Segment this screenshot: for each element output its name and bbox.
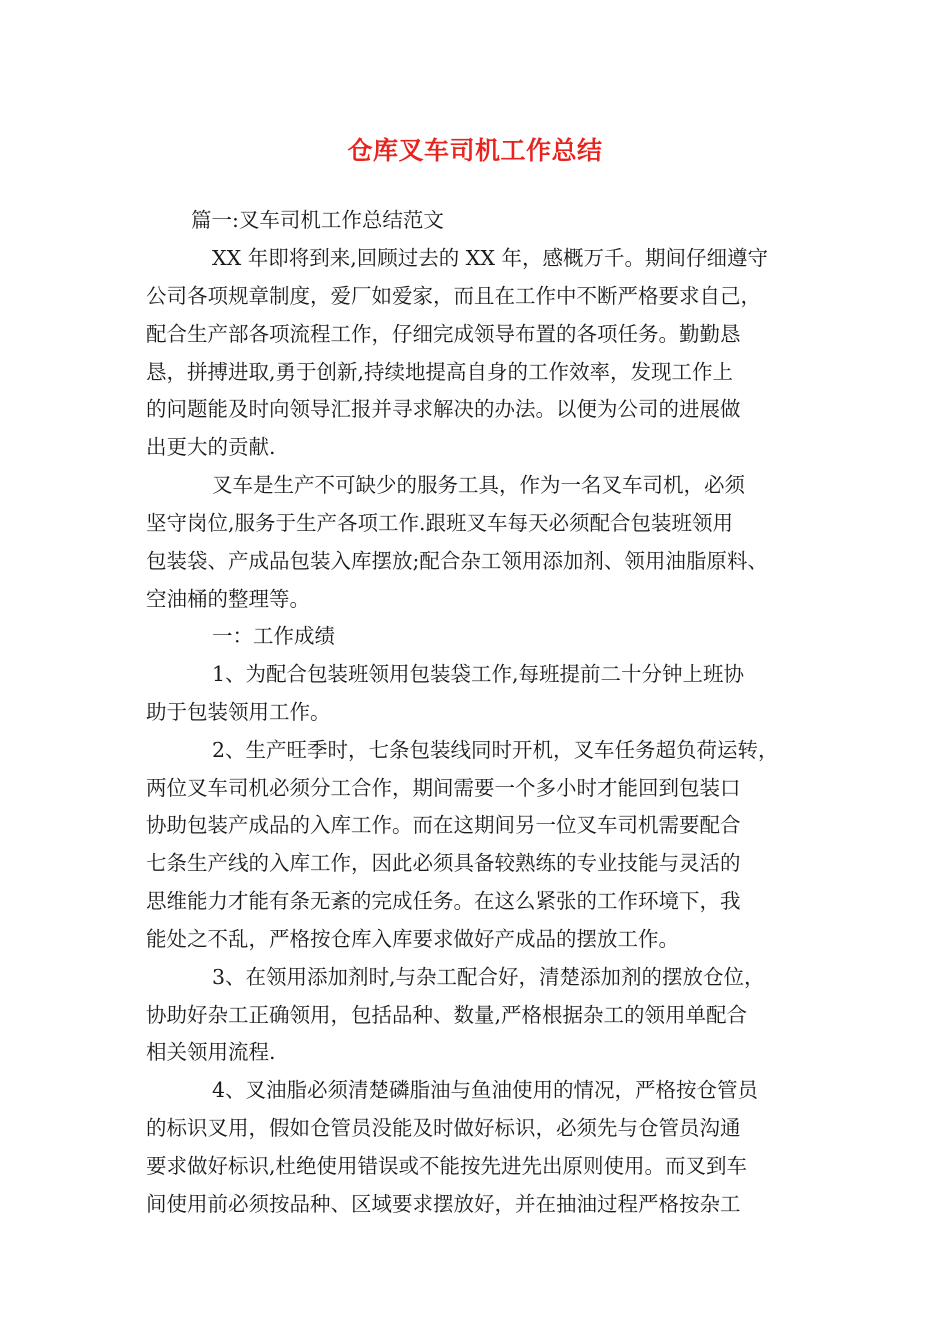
- body-line: 4、叉油脂必须清楚磷脂油与鱼油使用的情况，严格按仓管员: [212, 1078, 759, 1102]
- body-line: 七条生产线的入库工作，因此必须具备较熟练的专业技能与灵活的: [146, 851, 741, 875]
- body-line: 协助包装产成品的入库工作。而在这期间另一位叉车司机需要配合: [146, 813, 741, 837]
- section-heading: 一：工作成绩: [212, 624, 335, 648]
- body-line: 2、生产旺季时，七条包装线同时开机，叉车任务超负荷运转，: [212, 738, 779, 762]
- body-line: 公司各项规章制度，爱厂如爱家，而且在工作中不断严格要求自己，: [146, 284, 761, 308]
- body-line: 相关领用流程.: [146, 1040, 276, 1064]
- body-line: 配合生产部各项流程工作，仔细完成领导布置的各项任务。勤勤恳: [146, 322, 741, 346]
- body-line: 叉车是生产不可缺少的服务工具，作为一名叉车司机，必须: [212, 473, 745, 497]
- body-line: 的问题能及时向领导汇报并寻求解决的办法。以便为公司的进展做: [146, 397, 741, 421]
- body-line: 1、为配合包装班领用包装袋工作,每班提前二十分钟上班协: [212, 662, 745, 686]
- body-line: 思维能力才能有条无紊的完成任务。在这么紧张的工作环境下，我: [146, 889, 741, 913]
- body-line: 恳，拼搏进取,勇于创新,持续地提高自身的工作效率，发现工作上: [146, 360, 734, 384]
- document-title: 仓库叉车司机工作总结: [347, 136, 603, 165]
- body-line: 出更大的贡献.: [146, 435, 276, 459]
- body-line: 3、在领用添加剂时,与杂工配合好，清楚添加剂的摆放仓位，: [212, 965, 765, 989]
- body-line: 坚守岗位,服务于生产各项工作.跟班叉车每天必须配合包装班领用: [146, 511, 734, 535]
- body-line: 两位叉车司机必须分工合作，期间需要一个多小时才能回到包装口: [146, 776, 741, 800]
- body-line: 包装袋、产成品包装入库摆放;配合杂工领用添加剂、领用油脂原料、: [146, 549, 768, 573]
- body-line: 协助好杂工正确领用，包括品种、数量,严格根据杂工的领用单配合: [146, 1003, 748, 1027]
- body-line: 间使用前必须按品种、区域要求摆放好，并在抽油过程严格按杂工: [146, 1192, 741, 1216]
- body-line: 要求做好标识,杜绝使用错误或不能按先进先出原则使用。而叉到车: [146, 1154, 748, 1178]
- body-line: 篇一:叉车司机工作总结范文: [191, 208, 444, 232]
- body-line: 能处之不乱，严格按仓库入库要求做好产成品的摆放工作。: [146, 927, 679, 951]
- body-line: 空油桶的整理等。: [146, 587, 310, 611]
- body-line: 的标识叉用，假如仓管员没能及时做好标识，必须先与仓管员沟通: [146, 1116, 741, 1140]
- body-line: 助于包装领用工作。: [146, 700, 331, 724]
- body-line: XX 年即将到来,回顾过去的 XX 年，感概万千。期间仔细遵守: [212, 246, 768, 270]
